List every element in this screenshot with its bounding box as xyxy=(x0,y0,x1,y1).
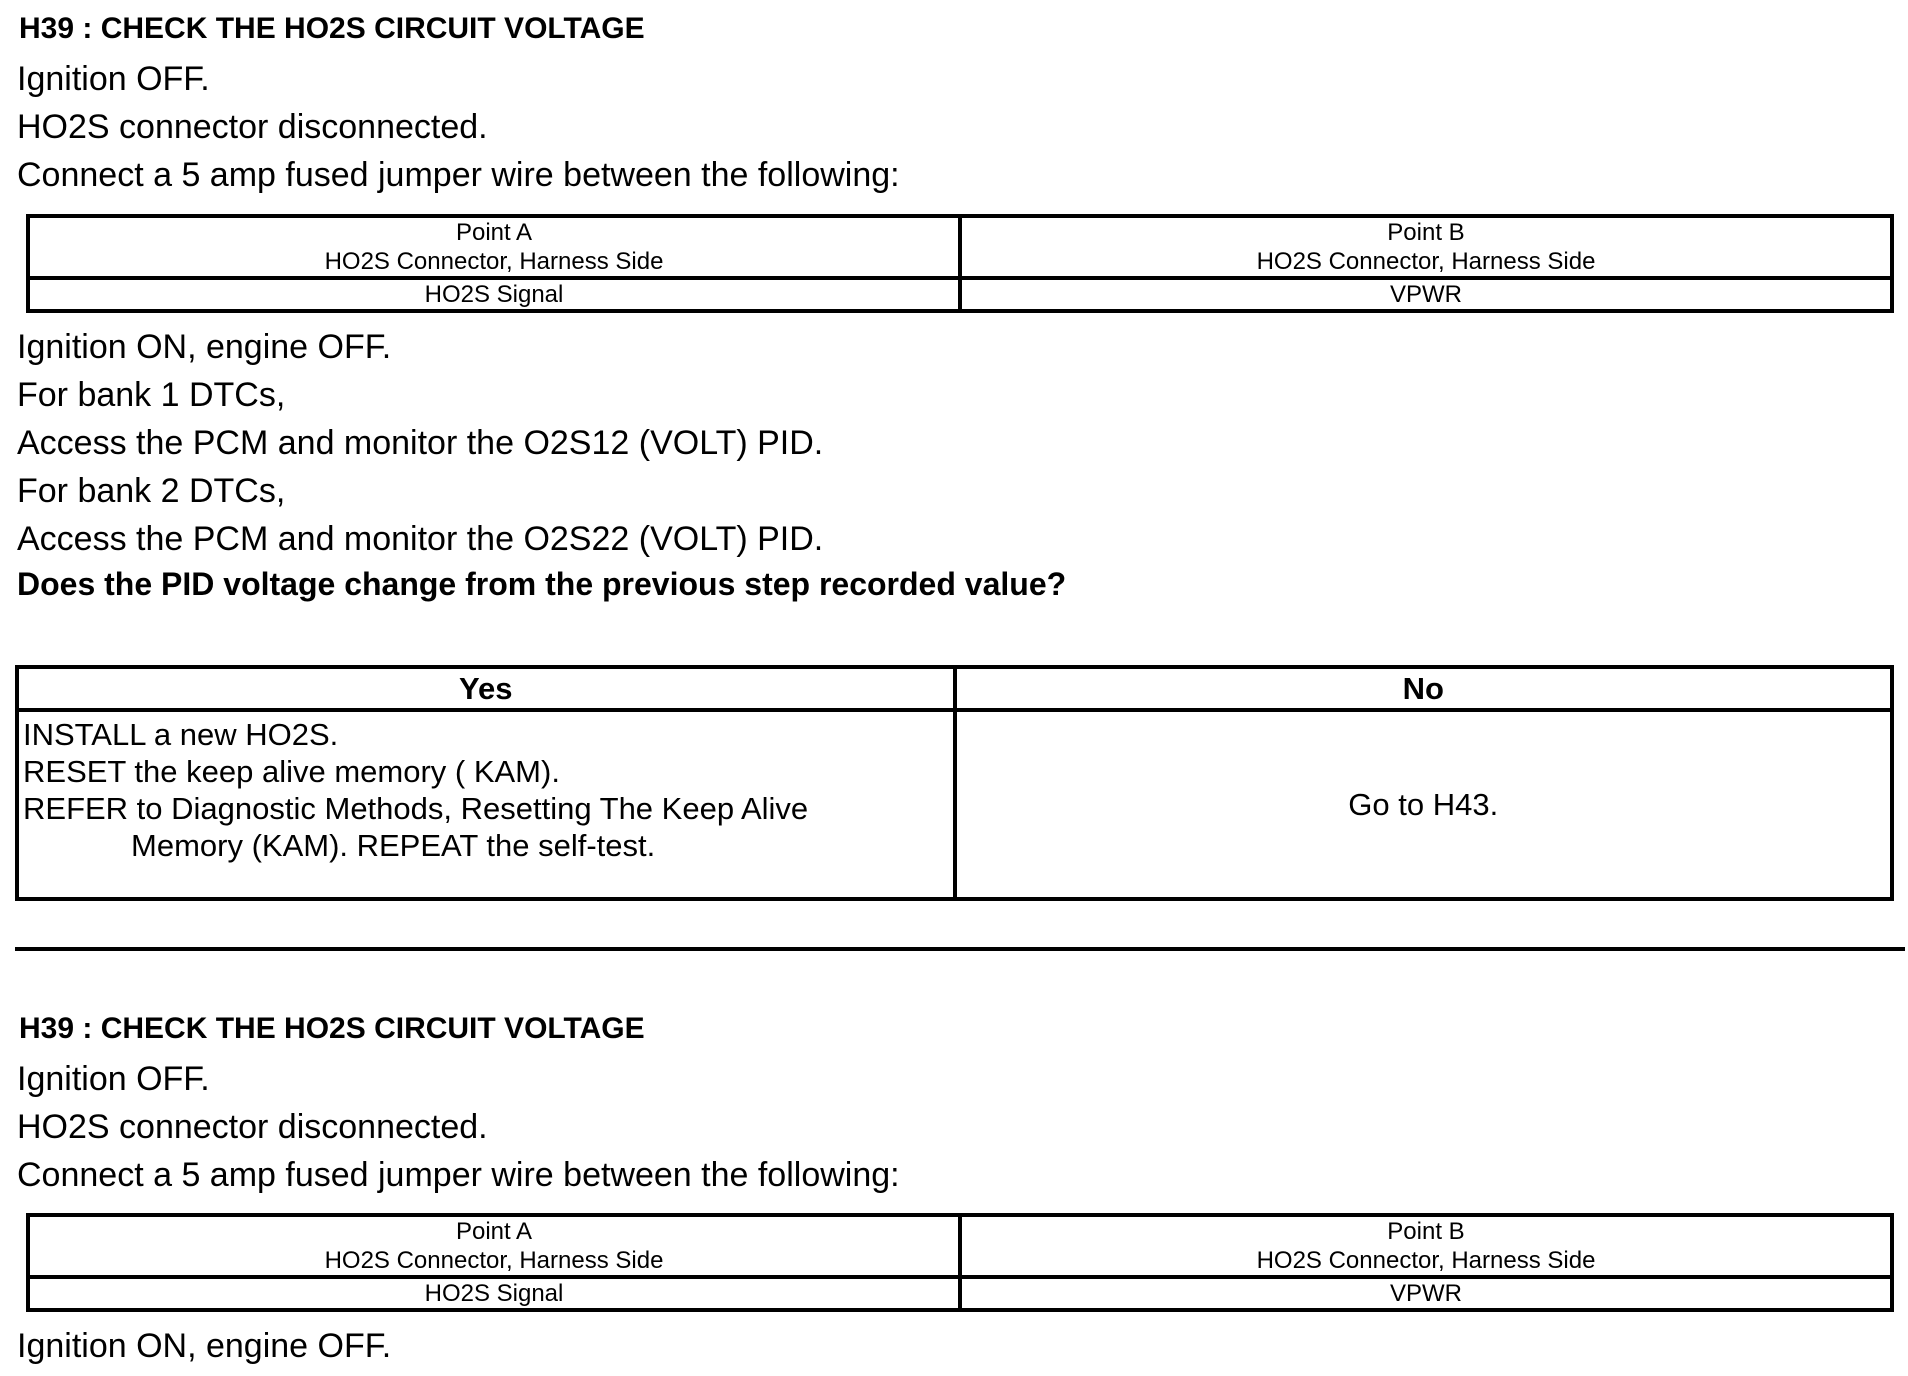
jumper-points-table xyxy=(26,214,1894,313)
step-ignition-off: Ignition OFF. xyxy=(17,60,210,98)
section2-jumper-points-table xyxy=(26,1213,1894,1312)
point-b-title: Point B xyxy=(1387,219,1465,246)
yes-line-repeat: Memory (KAM). REPEAT the self-test. xyxy=(131,828,656,863)
section2-step-ignition-off: Ignition OFF. xyxy=(17,1060,210,1098)
point-a-subtitle: HO2S Connector, Harness Side xyxy=(324,248,664,275)
section2-point-a-subtitle: HO2S Connector, Harness Side xyxy=(324,1247,664,1274)
no-header: No xyxy=(955,667,1893,710)
yes-line-install: INSTALL a new HO2S. xyxy=(23,717,339,752)
section2-heading: H39 : CHECK THE HO2S CIRCUIT VOLTAGE xyxy=(19,1012,645,1045)
section2-point-a-value: HO2S Signal xyxy=(28,1277,960,1310)
section1-heading: H39 : CHECK THE HO2S CIRCUIT VOLTAGE xyxy=(19,12,645,45)
section2-point-a-title: Point A xyxy=(455,1218,533,1245)
section2-point-b-value: VPWR xyxy=(960,1277,1892,1310)
question: Does the PID voltage change from the previous step recorded value? xyxy=(17,566,1067,602)
point-a-title: Point A xyxy=(455,219,533,246)
point-b-subtitle: HO2S Connector, Harness Side xyxy=(1256,248,1596,275)
section2-step-connector-disconnected: HO2S connector disconnected. xyxy=(17,1108,488,1146)
point-b-header xyxy=(960,216,1892,278)
yes-line-refer: REFER to Diagnostic Methods, Resetting The Keep Alive xyxy=(23,791,809,826)
step-bank1: For bank 1 DTCs, xyxy=(17,376,286,414)
step-monitor-o2s22: Access the PCM and monitor the O2S22 (VOLT) PID. xyxy=(17,520,824,558)
section2-point-b-header xyxy=(960,1215,1892,1277)
yes-header: Yes xyxy=(17,667,955,710)
decision-table xyxy=(15,665,1894,901)
section-divider xyxy=(15,947,1905,951)
section2-point-b-subtitle: HO2S Connector, Harness Side xyxy=(1256,1247,1596,1274)
no-cell: Go to H43. xyxy=(955,710,1893,899)
point-b-value: VPWR xyxy=(960,278,1892,311)
section2-point-a-header xyxy=(28,1215,960,1277)
section2-step-ignition-on: Ignition ON, engine OFF. xyxy=(17,1327,392,1365)
point-a-value: HO2S Signal xyxy=(28,278,960,311)
section2-step-connect-jumper: Connect a 5 amp fused jumper wire between the following: xyxy=(17,1156,900,1194)
yes-cell xyxy=(17,710,955,899)
step-ignition-on: Ignition ON, engine OFF. xyxy=(17,328,392,366)
yes-line-reset: RESET the keep alive memory ( KAM). xyxy=(23,754,560,789)
point-a-header xyxy=(28,216,960,278)
step-connect-jumper: Connect a 5 amp fused jumper wire between the following: xyxy=(17,156,900,194)
step-bank2: For bank 2 DTCs, xyxy=(17,472,286,510)
step-monitor-o2s12: Access the PCM and monitor the O2S12 (VOLT) PID. xyxy=(17,424,824,462)
section2-point-b-title: Point B xyxy=(1387,1218,1465,1245)
step-connector-disconnected: HO2S connector disconnected. xyxy=(17,108,488,146)
